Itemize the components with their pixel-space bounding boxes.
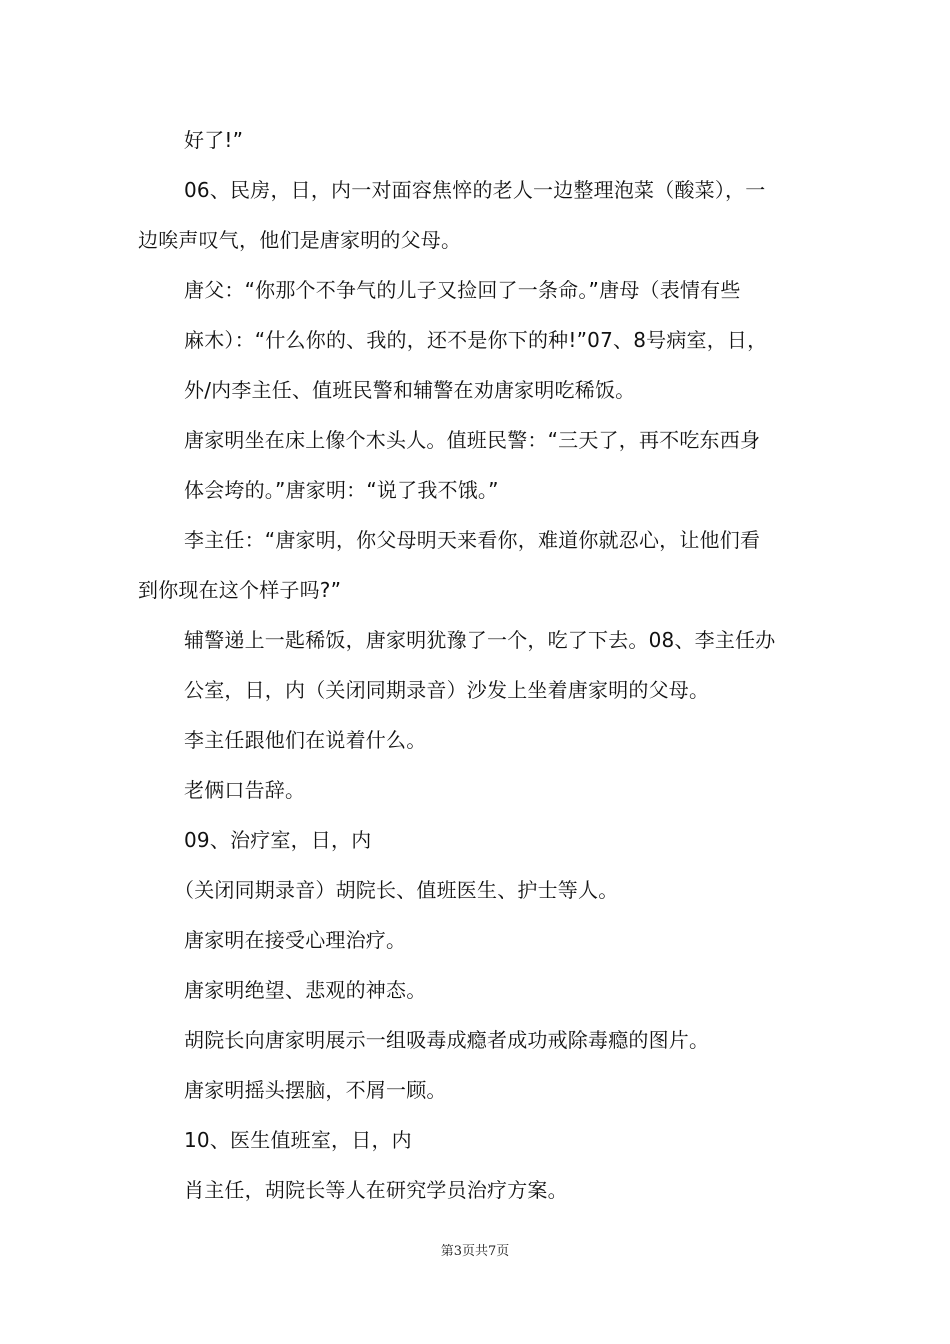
text-line-19: 胡院长向唐家明展示一组吸毒成瘾者成功戒除毒瘾的图片。 (184, 1028, 710, 1052)
text-line-2: 06、民房，日，内一对面容焦悴的老人一边整理泡菜（酸菜），一 (184, 178, 766, 202)
text-line-8: 体会垮的。”唐家明：“说了我不饿。” (184, 478, 499, 502)
text-line-18: 唐家明绝望、悲观的神态。 (184, 978, 427, 1002)
text-line-9: 李主任：“唐家明，你父母明天来看你，难道你就忍心，让他们看 (184, 528, 761, 552)
text-line-16: （关闭同期录音）胡院长、值班医生、护士等人。 (174, 878, 619, 902)
text-line-14: 老俩口告辞。 (184, 778, 306, 802)
text-line-22: 肖主任，胡院长等人在研究学员治疗方案。 (184, 1178, 568, 1202)
text-line-15: 09、治疗室，日，内 (184, 828, 372, 852)
page-footer: 第3页共7页 (440, 1244, 510, 1259)
text-line-4: 唐父：“你那个不争气的儿子又捡回了一条命。”唐母（表情有些 (184, 278, 741, 302)
text-line-11: 辅警递上一匙稀饭，唐家明犹豫了一个，吃了下去。08、李主任办 (184, 628, 776, 652)
text-line-7: 唐家明坐在床上像个木头人。值班民警：“三天了，再不吃东西身 (184, 428, 761, 452)
text-line-5: 麻木）：“什么你的、我的，还不是你下的种!”07、8号病室，日， (184, 328, 768, 352)
text-line-13: 李主任跟他们在说着什么。 (184, 728, 427, 752)
text-line-12: 公室，日，内（关闭同期录音）沙发上坐着唐家明的父母。 (184, 678, 710, 702)
text-line-17: 唐家明在接受心理治疗。 (184, 928, 407, 952)
text-line-6: 外/内李主任、值班民警和辅警在劝唐家明吃稀饭。 (184, 378, 636, 402)
text-line-1: 好了!” (184, 128, 244, 152)
text-line-21: 10、医生值班室，日，内 (184, 1128, 412, 1152)
text-line-20: 唐家明摇头摆脑，不屑一顾。 (184, 1078, 447, 1102)
text-line-3: 边唉声叹气，他们是唐家明的父母。 (138, 228, 462, 252)
text-line-10: 到你现在这个样子吗?” (138, 578, 342, 602)
